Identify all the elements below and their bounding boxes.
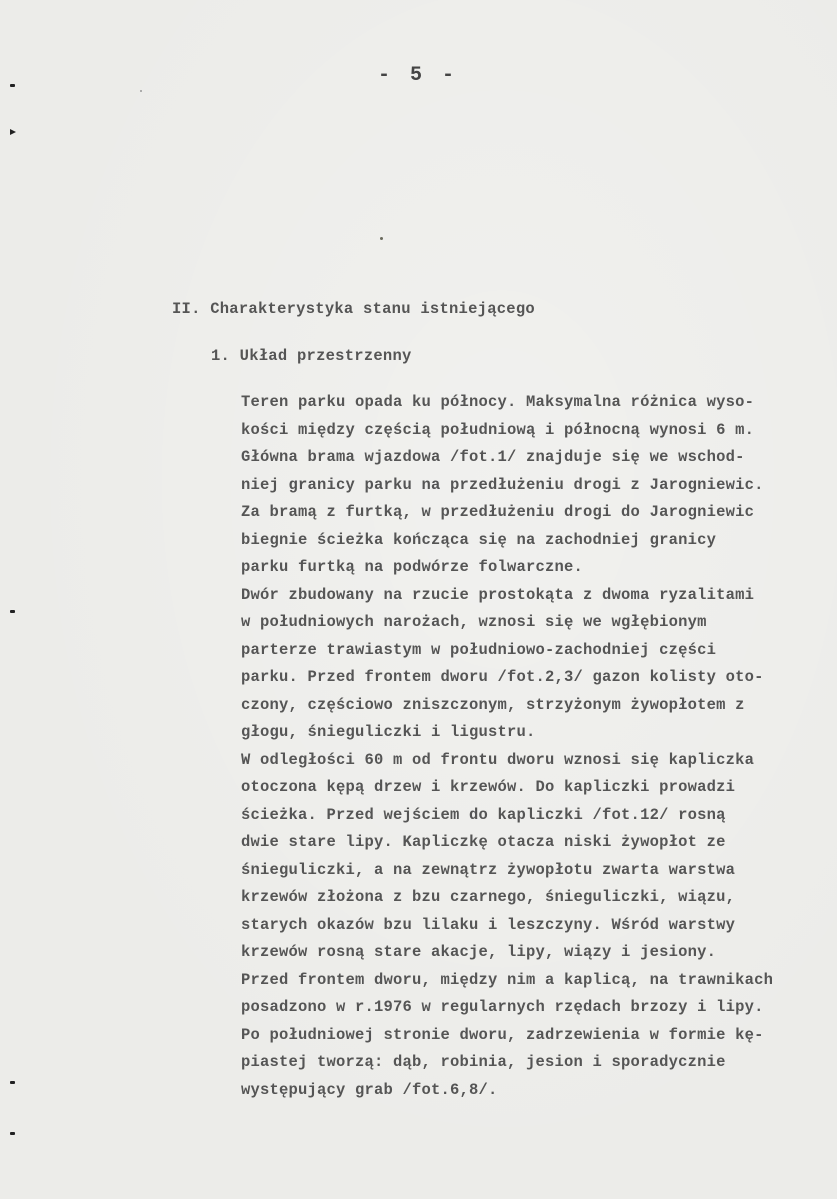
text-line: Teren parku opada ku północy. Maksymalna różnica wyso- <box>241 393 755 411</box>
binder-mark-icon <box>10 1081 15 1084</box>
text-line: Przed frontem dworu, między nim a kaplicą, na trawnikach <box>241 970 774 989</box>
text-line: parku furtką na podwórze folwarczne. <box>241 558 584 576</box>
binder-mark-icon <box>10 1132 15 1135</box>
text-line: otoczona kępą drzew i krzewów. Do kapliczki prowadzi <box>241 778 736 796</box>
text-line: parterze trawiastym w południowo-zachodniej części <box>241 640 717 659</box>
text-line: występujący grab /fot.6,8/. <box>241 1080 498 1099</box>
paper-speck-icon <box>380 237 383 240</box>
section-heading: II. Charakterystyka stanu istniejącego <box>172 300 535 318</box>
text-line: Po południowej stronie dworu, zadrzewienia w formie kę- <box>241 1025 764 1044</box>
text-line: czony, częściowo zniszczonym, strzyżonym żywopłotem z <box>241 695 745 714</box>
binder-mark-icon <box>10 129 16 135</box>
text-line: parku. Przed frontem dworu /fot.2,3/ gazon kolisty oto- <box>241 668 764 686</box>
text-line: krzewów złożona z bzu czarnego, śnieguliczki, wiązu, <box>241 888 736 906</box>
text-line: W odległości 60 m od frontu dworu wznosi się kapliczka <box>241 750 755 769</box>
page-number: - 5 - <box>378 64 459 87</box>
subsection-heading: 1. Układ przestrzenny <box>211 347 412 365</box>
text-line: w południowych narożach, wznosi się we wgłębionym <box>241 613 707 631</box>
binder-mark-icon <box>10 610 15 613</box>
text-line: starych okazów bzu lilaku i leszczyny. Wśród warstwy <box>241 915 736 934</box>
binder-mark-icon <box>10 84 15 87</box>
text-line: posadzono w r.1976 w regularnych rzędach brzozy i lipy. <box>241 998 764 1016</box>
text-line: piastej tworzą: dąb, robinia, jesion i sporadycznie <box>241 1053 726 1071</box>
text-line: Główna brama wjazdowa /fot.1/ znajduje się we wschod- <box>241 448 745 466</box>
text-line: głogu, śnieguliczki i ligustru. <box>241 723 536 741</box>
text-line: niej granicy parku na przedłużeniu drogi z Jarogniewic. <box>241 475 764 494</box>
body-text <box>241 389 837 1104</box>
paper-speck-icon <box>140 90 142 92</box>
text-line: Za bramą z furtką, w przedłużeniu drogi do Jarogniewic <box>241 503 755 521</box>
text-line: kości między częścią południową i północną wynosi 6 m. <box>241 420 755 439</box>
text-line: krzewów rosną stare akacje, lipy, wiązy i jesiony. <box>241 943 717 961</box>
text-line: śnieguliczki, a na zewnątrz żywopłotu zwarta warstwa <box>241 860 736 879</box>
text-line: biegnie ścieżka kończąca się na zachodniej granicy <box>241 530 717 549</box>
text-line: Dwór zbudowany na rzucie prostokąta z dwoma ryzalitami <box>241 585 755 604</box>
text-line: ścieżka. Przed wejściem do kapliczki /fot.12/ rosną <box>241 805 726 824</box>
text-line: dwie stare lipy. Kapliczkę otacza niski żywopłot ze <box>241 833 726 851</box>
